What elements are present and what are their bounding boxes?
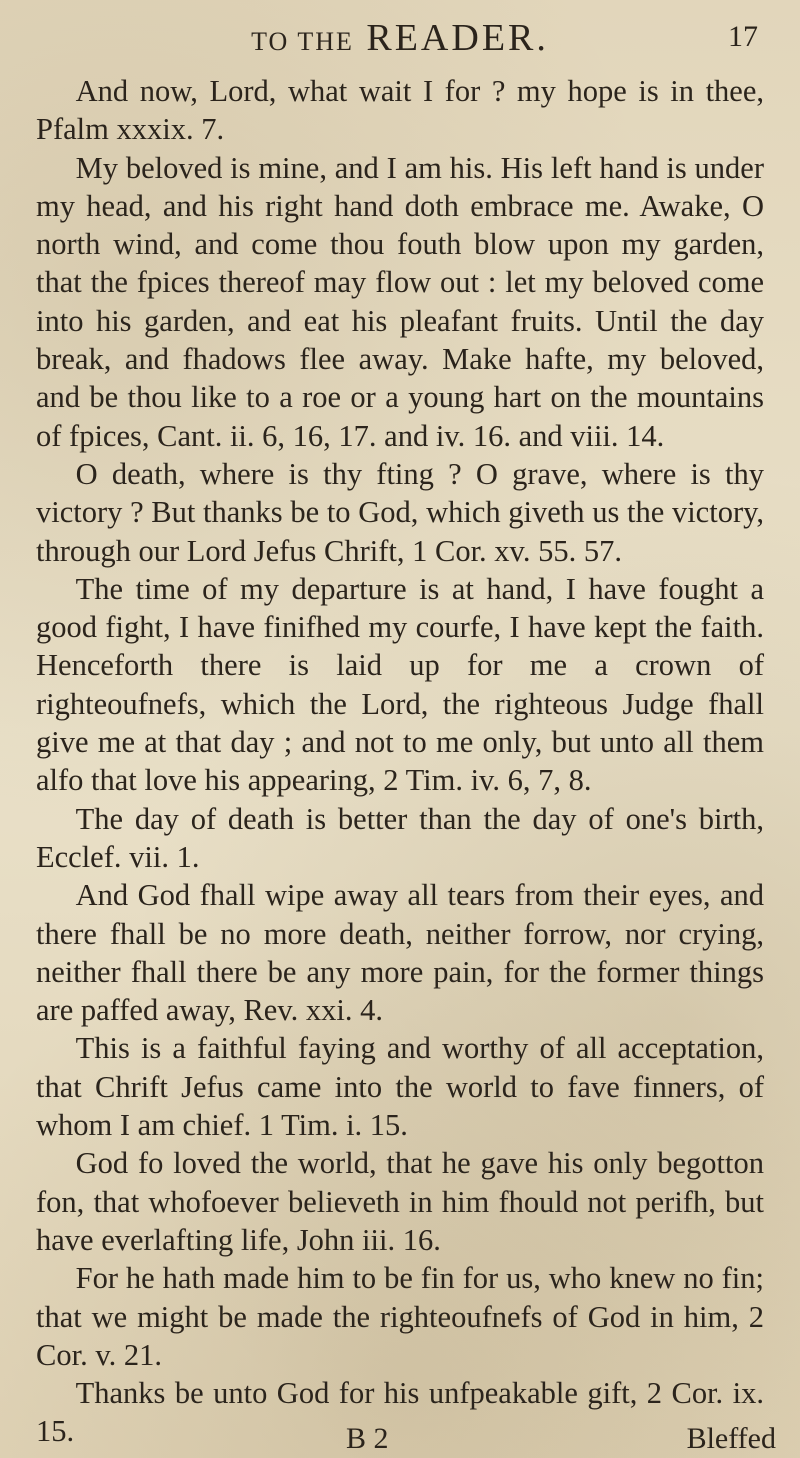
body-text: [36, 72, 764, 1451]
paragraph-corinthians-5: For he hath made him to be fin for us, who knew no fin; that we might be made the righteoufnefs of God in him, 2 Cor. v. 21.: [36, 1261, 764, 1372]
paragraph-timothy-4: The time of my departure is at hand, I have fought a good fight, I have finifhed my courfe, I have kept the faith. Henceforth there is laid up for me a crown of righteoufnefs, which the Lord, the righteous Judge fhall give me at that day ; and not to me only, but unto all them alfo that love his appearing, 2 Tim. iv. 6, 7, 8.: [36, 571, 764, 798]
catchword: Bleffed: [686, 1422, 776, 1455]
running-head: [36, 8, 764, 78]
paragraph-canticles: My beloved is mine, and I am his. His left hand is under my head, and his right hand doth embrace me. Awake, O north wind, and come thou fouth blow upon my garden, that the fpices thereof may flow out : let my beloved come into his garden, and eat his pleafant fruits. Until the day break, and fhadows flee away. Make hafte, my beloved, and be thou like to a roe or a young hart on the mountains of fpices, Cant. ii. 6, 16, 17. and iv. 16. and viii. 14.: [36, 150, 764, 453]
paragraph-revelation: And God fhall wipe away all tears from their eyes, and there fhall be no more death, neither forrow, nor crying, neither fhall there be any more pain, for the former things are paffed away, Rev. xxi. 4.: [36, 878, 764, 1028]
paragraph-corinthians-15: O death, where is thy fting ? O grave, where is thy victory ? But thanks be to God, which giveth us the victory, through our Lord Jefus Chrift, 1 Cor. xv. 55. 57.: [36, 456, 764, 568]
header-prefix: TO THE: [251, 27, 354, 56]
footer-line: [36, 1422, 776, 1458]
paragraph-psalm: And now, Lord, what wait I for ? my hope is in thee, Pfalm xxxix. 7.: [36, 74, 764, 147]
paragraph-timothy-1: This is a faithful faying and worthy of all acceptation, that Chrift Jefus came into the world to fave finners, of whom I am chief. 1 Tim. i. 15.: [36, 1031, 764, 1143]
paragraph-ecclesiastes: The day of death is better than the day of one's birth, Ecclef. vii. 1.: [36, 801, 764, 874]
header-title: [36, 16, 764, 60]
paragraph-john: God fo loved the world, that he gave his only begotton fon, that whofoever believeth in him fhould not perifh, but have everlafting life, John iii. 16.: [36, 1146, 764, 1257]
paragraph-corinthians-9: Thanks be unto God for his unfpeakable gift, 2 Cor. ix. 15.: [36, 1376, 764, 1449]
page-number: 17: [728, 20, 758, 53]
header-main-title: READER.: [366, 17, 549, 59]
signature-mark: B 2: [346, 1422, 389, 1455]
